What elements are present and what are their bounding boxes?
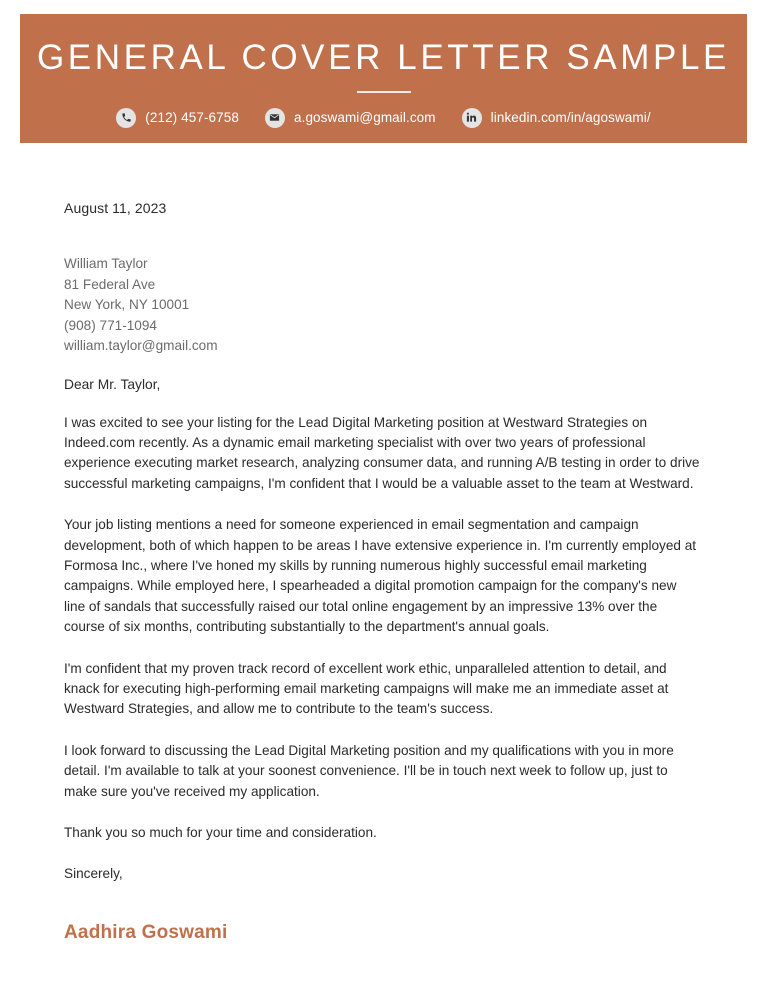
- thank-you-line: Thank you so much for your time and consideration.: [64, 825, 377, 840]
- contact-row: [116, 108, 650, 128]
- recipient-phone: (908) 771-1094: [64, 317, 157, 333]
- contact-phone-text: (212) 457-6758: [145, 110, 239, 126]
- recipient-city-state-zip: New York, NY 10001: [64, 297, 190, 312]
- body-paragraph-4: I look forward to discussing the Lead Digital Marketing position and my qualifications with you in more detail. I'm available to talk at your soonest convenience. I'll be in touch next week to follow up, just to make sure you've received my application.: [64, 742, 674, 799]
- contact-linkedin-text: linkedin.com/in/agoswami/: [490, 110, 651, 126]
- phone-icon: [116, 108, 136, 128]
- contact-email-text: a.goswami@gmail.com: [293, 110, 436, 126]
- letter-date: August 11, 2023: [64, 200, 167, 216]
- linkedin-icon: [462, 108, 482, 128]
- recipient-address-block: [64, 254, 701, 357]
- recipient-name: William Taylor: [64, 256, 148, 271]
- body-paragraph-2: Your job listing mentions a need for someone experienced in email segmentation and campaign development, both of which happen to be areas I have extensive experience in. I'm currently employed at Formosa Inc., where I've honed my skills by running numerous highly successful email marketing campaigns. While employed here, I spearheaded a digital promotion campaign for the company's new line of sandals that successfully raised our total online engagement by an impressive 13% over the course of six months, contributing substantially to the department's annual goals.: [64, 517, 697, 635]
- sign-off-line: Sincerely,: [64, 866, 123, 882]
- contact-item-linkedin[interactable]: [462, 108, 651, 128]
- email-icon: [265, 108, 285, 128]
- salutation: Dear Mr. Taylor,: [64, 376, 161, 392]
- contact-item-email[interactable]: [265, 108, 436, 128]
- contact-item-phone[interactable]: [116, 108, 239, 128]
- letter-body: [64, 200, 701, 944]
- recipient-street: 81 Federal Ave: [64, 276, 156, 292]
- body-paragraph-1: I was excited to see your listing for the Lead Digital Marketing position at Westward Strategies on Indeed.com recently. As a dynamic email marketing specialist with over two years of professional experience executing market research, analyzing consumer data, and running A/B testing in order to drive successful marketing campaigns, I'm confident that I would be a valuable asset to the team at Westward.: [64, 414, 700, 491]
- title-divider: [357, 91, 411, 93]
- body-paragraph-3: I'm confident that my proven track record of excellent work ethic, unparalleled attention to detail, and knack for executing high-performing email marketing campaigns will make me an immediate asset at Westward Strategies, and allow me to contribute to the team's success.: [64, 660, 669, 717]
- signature-name: Aadhira Goswami: [64, 921, 228, 943]
- recipient-email: william.taylor@gmail.com: [64, 338, 218, 353]
- page-title: GENERAL COVER LETTER SAMPLE: [36, 38, 730, 77]
- header-band: [20, 14, 747, 143]
